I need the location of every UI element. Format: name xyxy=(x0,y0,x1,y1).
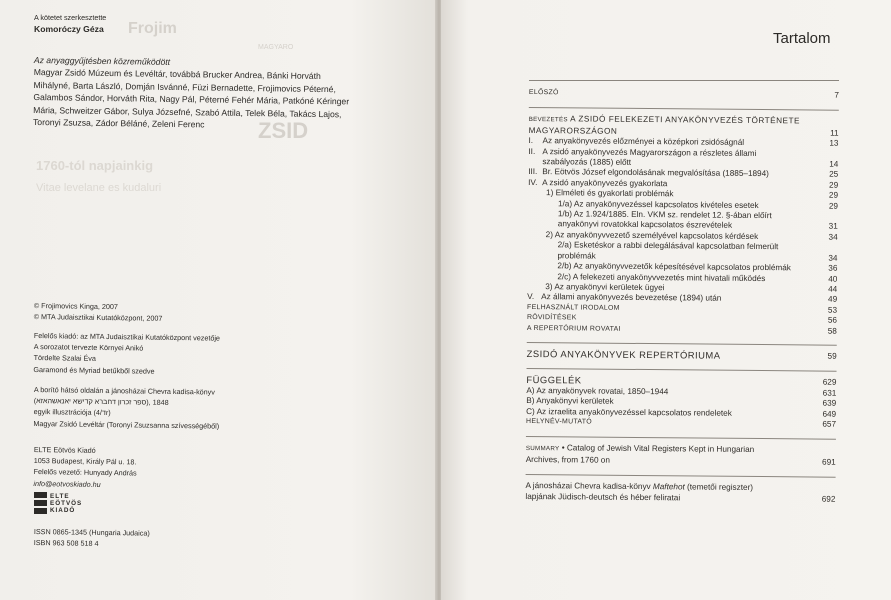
toc-page: 13 xyxy=(829,138,839,148)
toc-num: III. xyxy=(528,167,538,177)
cover-line: Magyar Zsidó Levéltár (Toronyi Zsuzsanna szívességéből) xyxy=(33,418,220,431)
toc-page: 58 xyxy=(827,326,837,336)
toc-page: 629 xyxy=(822,377,837,388)
publisher-logo xyxy=(34,492,82,514)
toc-page: 11 xyxy=(830,128,839,138)
toc-page: 657 xyxy=(822,419,837,429)
toc-page: 649 xyxy=(822,409,837,419)
credits-line: Felelős kiadó: az MTA Judaisztikai Kutatóközpont vezetője xyxy=(33,330,221,343)
toc-row xyxy=(526,455,836,468)
credits-line: Tördelte Szalai Éva xyxy=(33,353,96,364)
credits-block xyxy=(33,330,220,377)
isbn-line: ISBN 963 508 518 4 xyxy=(33,538,99,549)
toc-page: 7 xyxy=(834,90,839,100)
toc-page: 14 xyxy=(829,159,839,169)
toc-title: Archives, from 1760 on xyxy=(525,454,610,465)
publisher-line: 1053 Budapest, Király Pál u. 18. xyxy=(33,456,137,467)
collectors-label: Az anyaggyűjtésben közreműködött xyxy=(33,54,171,67)
logo-text xyxy=(50,493,82,514)
isbn-block xyxy=(34,526,150,550)
toc-num: I. xyxy=(528,136,534,146)
logo-mark-icon xyxy=(34,492,47,514)
toc-page: 53 xyxy=(827,305,838,315)
toc-title: A) Az anyakönyvek rovatai, 1850–1944 xyxy=(526,385,669,396)
toc-title: Az anyakönyvezés előzményei a középkori zsidóságnál xyxy=(542,136,745,148)
bleed-text-1: Frojim xyxy=(128,20,177,37)
cover-line: (ספר זכרון דחברא קדישא יאנאשהאזא), 1848 xyxy=(33,396,169,408)
toc-title: A jánosházai Chevra kadisa-könyv xyxy=(525,481,653,492)
issn-line: ISSN 0865-1345 (Hungaria Judaica) xyxy=(33,526,150,538)
toc-title: 2) Az anyakönyvvezető személyével kapcsolatos kérdések xyxy=(545,230,759,241)
toc-page: 631 xyxy=(822,388,837,398)
toc-num: II. xyxy=(528,146,536,156)
toc-title: 2/b) Az anyakönyvvezetők képesítésével kapcsolatos problémák xyxy=(557,261,791,273)
toc-title: 1/a) Az anyakönyvezéssel kapcsolatos kivételes esetek xyxy=(557,198,759,210)
toc-title: anyakönyvi rovatokkal kapcsolatos észrevételek xyxy=(557,219,733,231)
toc-title: • Catalog of Jewish Vital Registers Kept in Hungarian xyxy=(561,443,755,455)
toc-title: HELYNÉV-MUTATÓ xyxy=(526,417,592,426)
copyright-line: © MTA Judaisztikai Kutatóközpont, 2007 xyxy=(33,312,163,323)
left-page xyxy=(0,0,437,600)
section-divider xyxy=(527,342,837,346)
toc-title: 1/b) Az 1.924/1885. Eln. VKM sz. rendelet 12. §-ában előírt xyxy=(557,209,772,221)
toc-page: 692 xyxy=(821,494,836,504)
toc-row xyxy=(527,324,837,337)
toc-title: 1) Elméleti és gyakorlati problémák xyxy=(546,188,674,199)
toc-page: 691 xyxy=(822,457,836,467)
section-divider xyxy=(529,107,839,111)
toc-page: 36 xyxy=(828,263,838,273)
logo-line: KIADÓ xyxy=(50,506,76,514)
toc-page: 44 xyxy=(828,284,838,294)
collectors-line: Magyar Zsidó Múzeum és Levéltár, továbbá Brucker Andrea, Bánki Horváth xyxy=(33,67,321,82)
bleed-text-2: MAGYARO xyxy=(258,44,294,51)
logo-line: ELTE xyxy=(50,492,70,500)
toc-title: ELŐSZÓ xyxy=(528,88,559,97)
toc-label: BEVEZETÉS xyxy=(528,116,568,124)
table-of-contents xyxy=(525,86,839,505)
collectors-line: Toronyi Zsuzsa, Zádor Béláné, Zeleni Ferenc xyxy=(32,117,205,130)
toc-title: RÖVIDÍTÉSEK xyxy=(526,314,577,322)
toc-row xyxy=(526,417,836,430)
toc-title: A zsidó anyakönyvezés Magyarországon a részletes állami xyxy=(542,146,757,158)
toc-row xyxy=(527,349,837,362)
toc-page: 639 xyxy=(822,398,837,408)
publisher-block xyxy=(33,444,137,490)
toc-title: szabályozás (1885) előtt xyxy=(542,157,632,167)
editor-block xyxy=(34,12,106,36)
toc-title: C) Az izraelita anyakönyvezéssel kapcsolatos rendeletek xyxy=(526,406,732,418)
page-title: Tartalom xyxy=(773,30,831,47)
toc-title: Az állami anyakönyvezés bevezetése (1894) után xyxy=(541,292,722,303)
cover-credit-block xyxy=(33,384,219,431)
toc-title: FÜGGELÉK xyxy=(526,374,582,386)
toc-title: A ZSIDÓ FELEKEZETI ANYAKÖNYVEZÉS TÖRTÉNETE xyxy=(570,114,801,126)
toc-title: (temetői regiszter) xyxy=(684,482,754,493)
toc-title: problémák xyxy=(557,250,596,261)
toc-page: 34 xyxy=(828,253,838,263)
bleed-text-4: 1760-tól napjainkig xyxy=(36,158,154,173)
toc-page: 29 xyxy=(828,190,839,200)
toc-title: A zsidó anyakönyvezés gyakorlata xyxy=(542,177,668,189)
section-divider xyxy=(526,436,836,440)
toc-title: B) Anyakönyvi kerületek xyxy=(526,396,614,406)
logo-line: EÖTVÖS xyxy=(50,499,83,507)
toc-title: MAGYARORSZÁGON xyxy=(528,125,618,136)
publisher-line: ELTE Eötvös Kiadó xyxy=(33,444,96,455)
toc-title: A REPERTÓRIUM ROVATAI xyxy=(526,324,621,333)
cover-line: A borító hátsó oldalán a jánosházai Chevra kadisa-könyv xyxy=(33,384,215,397)
toc-page: 31 xyxy=(828,222,838,232)
toc-title: 3) Az anyakönyvi kerületek ügyei xyxy=(545,282,665,293)
bleed-text-5: Vitae levelane es kudaluri xyxy=(36,182,162,194)
toc-page: 40 xyxy=(828,274,838,284)
toc-title: 2/a) Esketéskor a rabbi delegálásával kapcsolatban felmerült xyxy=(557,240,779,252)
toc-page: 34 xyxy=(828,232,838,242)
toc-title: Br. Eötvös József elgondolásának megvalósítása (1885–1894) xyxy=(542,167,769,179)
toc-page: 25 xyxy=(829,170,839,180)
publisher-web: info@eotvoskiado.hu xyxy=(33,478,101,489)
toc-row xyxy=(529,88,839,101)
copyright-block xyxy=(34,300,163,324)
toc-title: ZSIDÓ ANYAKÖNYVEK REPERTÓRIUMA xyxy=(526,347,721,361)
cover-line: egyik illusztrációja (ד/4r) xyxy=(33,407,111,418)
toc-label: SUMMARY xyxy=(525,445,560,453)
toc-page: 29 xyxy=(828,180,839,190)
section-divider xyxy=(526,474,836,478)
title-rule xyxy=(529,80,839,81)
toc-page: 56 xyxy=(827,315,838,325)
credits-line: Garamond és Myriad betűkből szedve xyxy=(33,364,155,376)
collectors-line: Mária, Schweitzer Gábor, Sulya Józsefné, Szabó Attila, Telek Béla, Takács Lajos, xyxy=(33,104,342,119)
copyright-line: © Frojimovics Kinga, 2007 xyxy=(33,300,118,312)
section-divider xyxy=(527,368,837,372)
toc-num: IV. xyxy=(528,177,538,187)
toc-page: 49 xyxy=(828,294,838,305)
collectors-block xyxy=(33,54,414,134)
credits-line: A sorozatot tervezte Környei Anikó xyxy=(33,342,144,353)
publisher-line: Felelős vezető: Hunyady András xyxy=(33,467,137,478)
toc-page: 29 xyxy=(828,201,839,211)
toc-num: V. xyxy=(527,292,535,302)
toc-page: 59 xyxy=(827,351,837,361)
editor-label: A kötetet szerkesztette xyxy=(34,13,107,22)
toc-title: FELHASZNÁLT IRODALOM xyxy=(527,303,620,312)
bleed-text-3: ZSID xyxy=(258,118,309,143)
collectors-line: Mihályné, Barta László, Domján Isvánné, Füzi Bernadette, Frojimovics Péterné, xyxy=(33,79,336,95)
editor-name: Komoróczy Géza xyxy=(34,24,104,35)
collectors-line: Galambos Sándor, Horváth Rita, Nagy Pál, Péterné Fehér Mária, Patkóné Kéringer xyxy=(33,92,350,107)
toc-title: lapjának Jüdisch-deutsch és héber feliratai xyxy=(525,491,681,502)
toc-title-italic: Maftehot xyxy=(652,482,685,492)
toc-title: 2/c) A felekezeti anyakönyvvezetés mint hivatali működés xyxy=(557,271,766,283)
